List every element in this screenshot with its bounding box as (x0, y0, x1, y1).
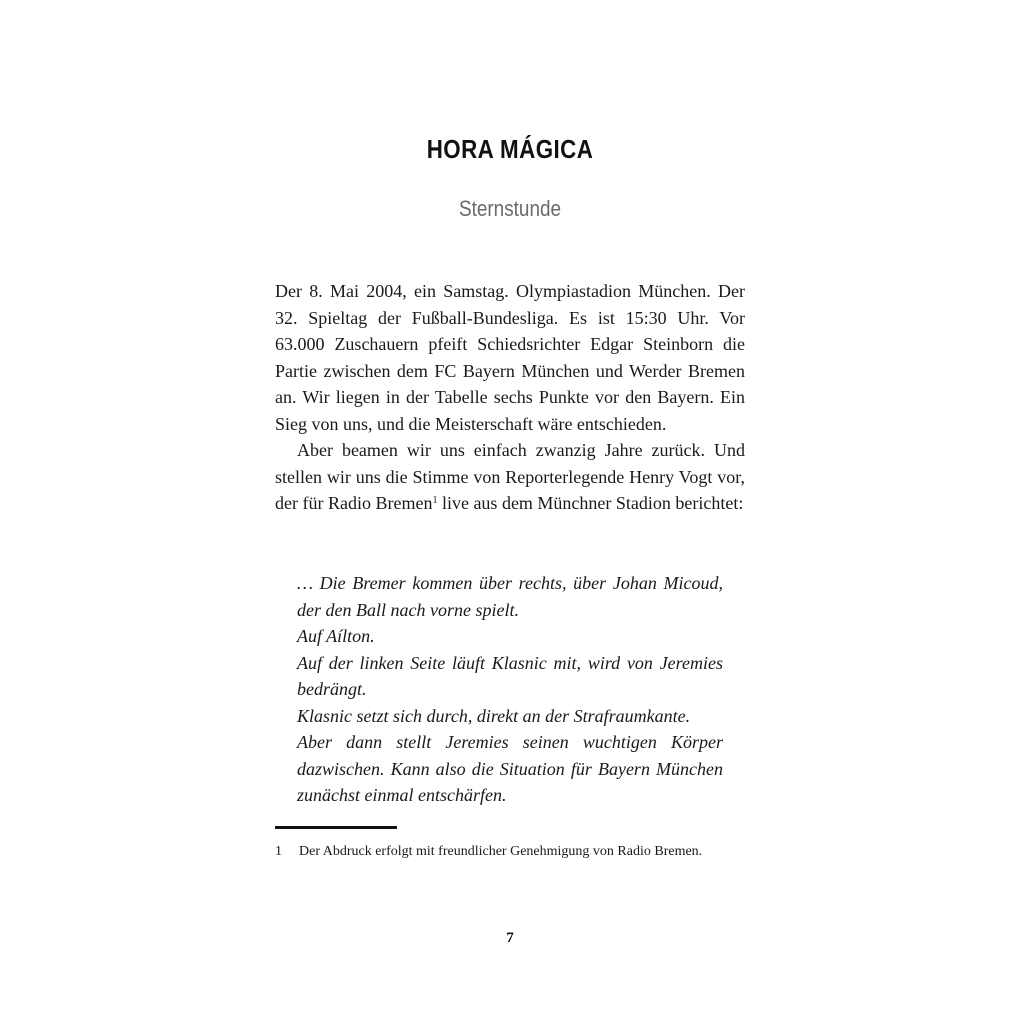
block-quote (297, 570, 723, 809)
quote-line: Klasnic setzt sich durch, direkt an der Strafraumkante. (297, 705, 691, 726)
footnote-reference: 1 (432, 495, 438, 506)
paragraph-text: live aus dem Münchner Stadion berichtet: (437, 493, 744, 513)
paragraph: Der 8. Mai 2004, ein Samstag. Olympiastadion München. Der 32. Spieltag der Fußball-Bundesliga. Es ist 15:30 Uhr. Vor 63.000 Zuschauern pfeift Schiedsrichter Edgar Steinborn die Partie zwischen dem FC Bayern München und Werder Bremen an. Wir liegen in der Tabelle sechs Punkte vor den Bayern. Ein Sieg von uns, und die Meisterschaft wäre entschieden. (275, 281, 745, 434)
footnote-text: Der Abdruck erfolgt mit freundlicher Genehmigung von Radio Bremen. (299, 844, 703, 859)
footnote (275, 844, 755, 860)
quote-line: … Die Bremer kommen über rechts, über Johan Micoud, der den Ball nach vorne spielt. (297, 573, 723, 620)
page-number: 7 (506, 930, 514, 946)
paragraph (275, 437, 745, 517)
chapter-subtitle: Sternstunde (458, 196, 562, 221)
quote-line: Auf der linken Seite läuft Klasnic mit, wird von Jeremies bedrängt. (297, 652, 723, 699)
paragraph-text: Aber beamen wir uns einfach zwanzig Jahre zurück. Und stellen wir uns die Stimme von Reporterlegende Henry Vogt vor, der für Radio Bremen (275, 440, 745, 513)
quote-line: Auf Aílton. (297, 626, 375, 646)
body-text (275, 278, 745, 517)
chapter-title: HORA MÁGICA (426, 134, 594, 164)
quote-line: Aber dann stellt Jeremies seinen wuchtigen Körper dazwischen. Kann also die Situation für Bayern München zunächst einmal entschärfen. (297, 732, 723, 805)
footnote-divider (275, 826, 397, 829)
footnote-number: 1 (275, 844, 282, 859)
